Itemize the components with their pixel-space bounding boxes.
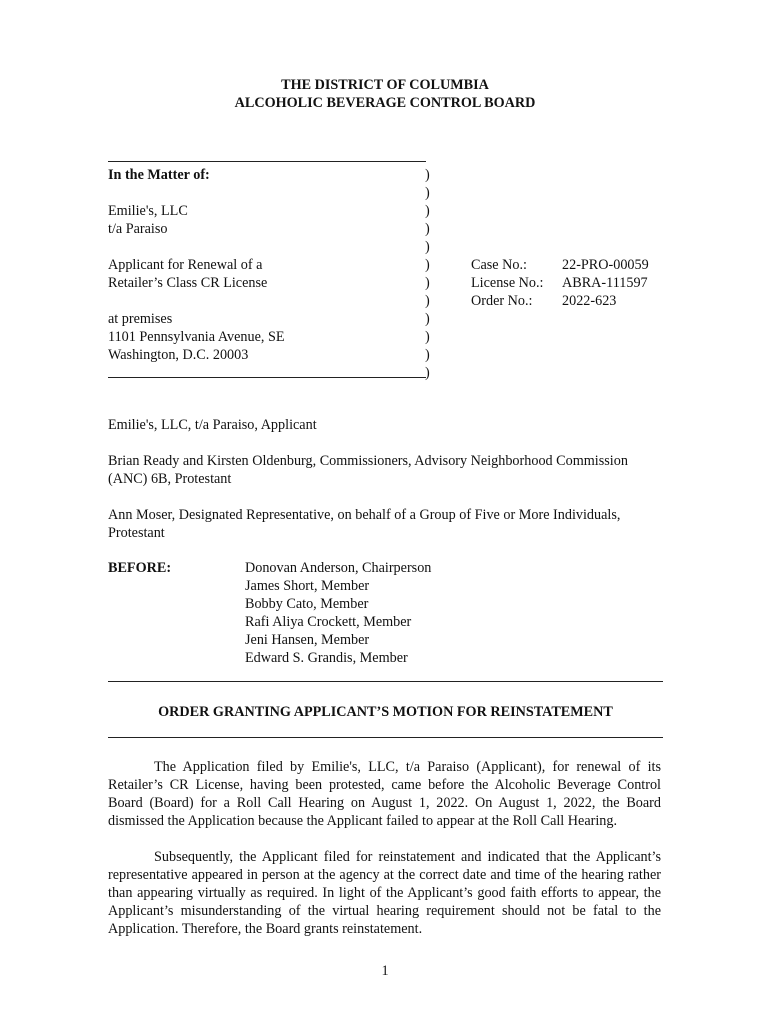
caption-paren: ) [425,311,430,327]
caption-paren: ) [425,329,430,345]
caption-paren: ) [425,185,430,201]
applicant-trade-name: t/a Paraiso [108,221,168,237]
party-protestant-group: Ann Moser, Designated Representative, on behalf of a Group of Five or More Individuals, Protestant [108,507,621,541]
page-number: 1 [381,963,389,979]
caption-paren: ) [425,257,430,273]
board-member: Jeni Hansen, Member [245,632,370,648]
board-member: Rafi Aliya Crockett, Member [245,614,412,630]
board-member: Bobby Cato, Member [245,596,369,612]
caption-paren: ) [425,275,430,291]
order-title: ORDER GRANTING APPLICANT’S MOTION FOR REINSTATEMENT [158,704,613,720]
order-number-value: 2022-623 [562,293,617,309]
caption-paren: ) [425,293,430,309]
applicant-name: Emilie's, LLC [108,203,188,219]
caption-bottom-rule [108,377,426,378]
caption-top-rule [108,161,426,162]
caption-paren: ) [425,239,430,255]
party-applicant: Emilie's, LLC, t/a Paraiso, Applicant [108,417,317,433]
board-member: Donovan Anderson, Chairperson [245,560,432,576]
body-paragraph-2: Subsequently, the Applicant filed for reinstatement and indicated that the Applicant’s representative appeared in person at the agency at the correct date and time of the hearing rather than appearing virtually as required. In light of the Applicant’s good faith efforts to appear, the Applicant’s misunderstanding of the virtual hearing requirement should not be fatal to the Application. Therefore, the Board grants reinstatement. [108,849,661,937]
document-header [0,76,770,112]
caption-paren: ) [425,365,430,381]
license-number-value: ABRA-111597 [562,275,648,291]
title-top-rule [108,681,663,682]
caption-paren: ) [425,347,430,363]
caption-paren: ) [425,167,430,183]
body-paragraph-1: The Application filed by Emilie's, LLC, t/a Paraiso (Applicant), for renewal of its Retailer’s CR License, having been protested, came before the Alcoholic Beverage Control Board (Board) for a Roll Call Hearing on August 1, 2022. On August 1, 2022, the Board dismissed the Application because the Applicant failed to appear at the Roll Call Hearing. [108,759,661,829]
in-the-matter-label: In the Matter of: [108,167,210,183]
title-bottom-rule [108,737,663,738]
order-number-label: Order No.: [471,293,533,309]
premises-city: Washington, D.C. 20003 [108,347,249,363]
license-number-label: License No.: [471,275,544,291]
board-member: Edward S. Grandis, Member [245,650,408,666]
application-type-line-1: Applicant for Renewal of a [108,257,263,273]
application-type-line-2: Retailer’s Class CR License [108,275,268,291]
board-members-list [245,559,431,667]
caption-paren: ) [425,203,430,219]
case-number-value: 22-PRO-00059 [562,257,649,273]
premises-street: 1101 Pennsylvania Avenue, SE [108,329,285,345]
case-number-label: Case No.: [471,257,527,273]
before-label: BEFORE: [108,560,172,576]
board-member: James Short, Member [245,578,370,594]
header-line-1: THE DISTRICT OF COLUMBIA [281,77,489,93]
header-line-2: ALCOHOLIC BEVERAGE CONTROL BOARD [234,95,536,111]
caption-paren: ) [425,221,430,237]
premises-label: at premises [108,311,173,327]
party-protestant-anc: Brian Ready and Kirsten Oldenburg, Commissioners, Advisory Neighborhood Commission (ANC) 6B, Protestant [108,453,628,487]
